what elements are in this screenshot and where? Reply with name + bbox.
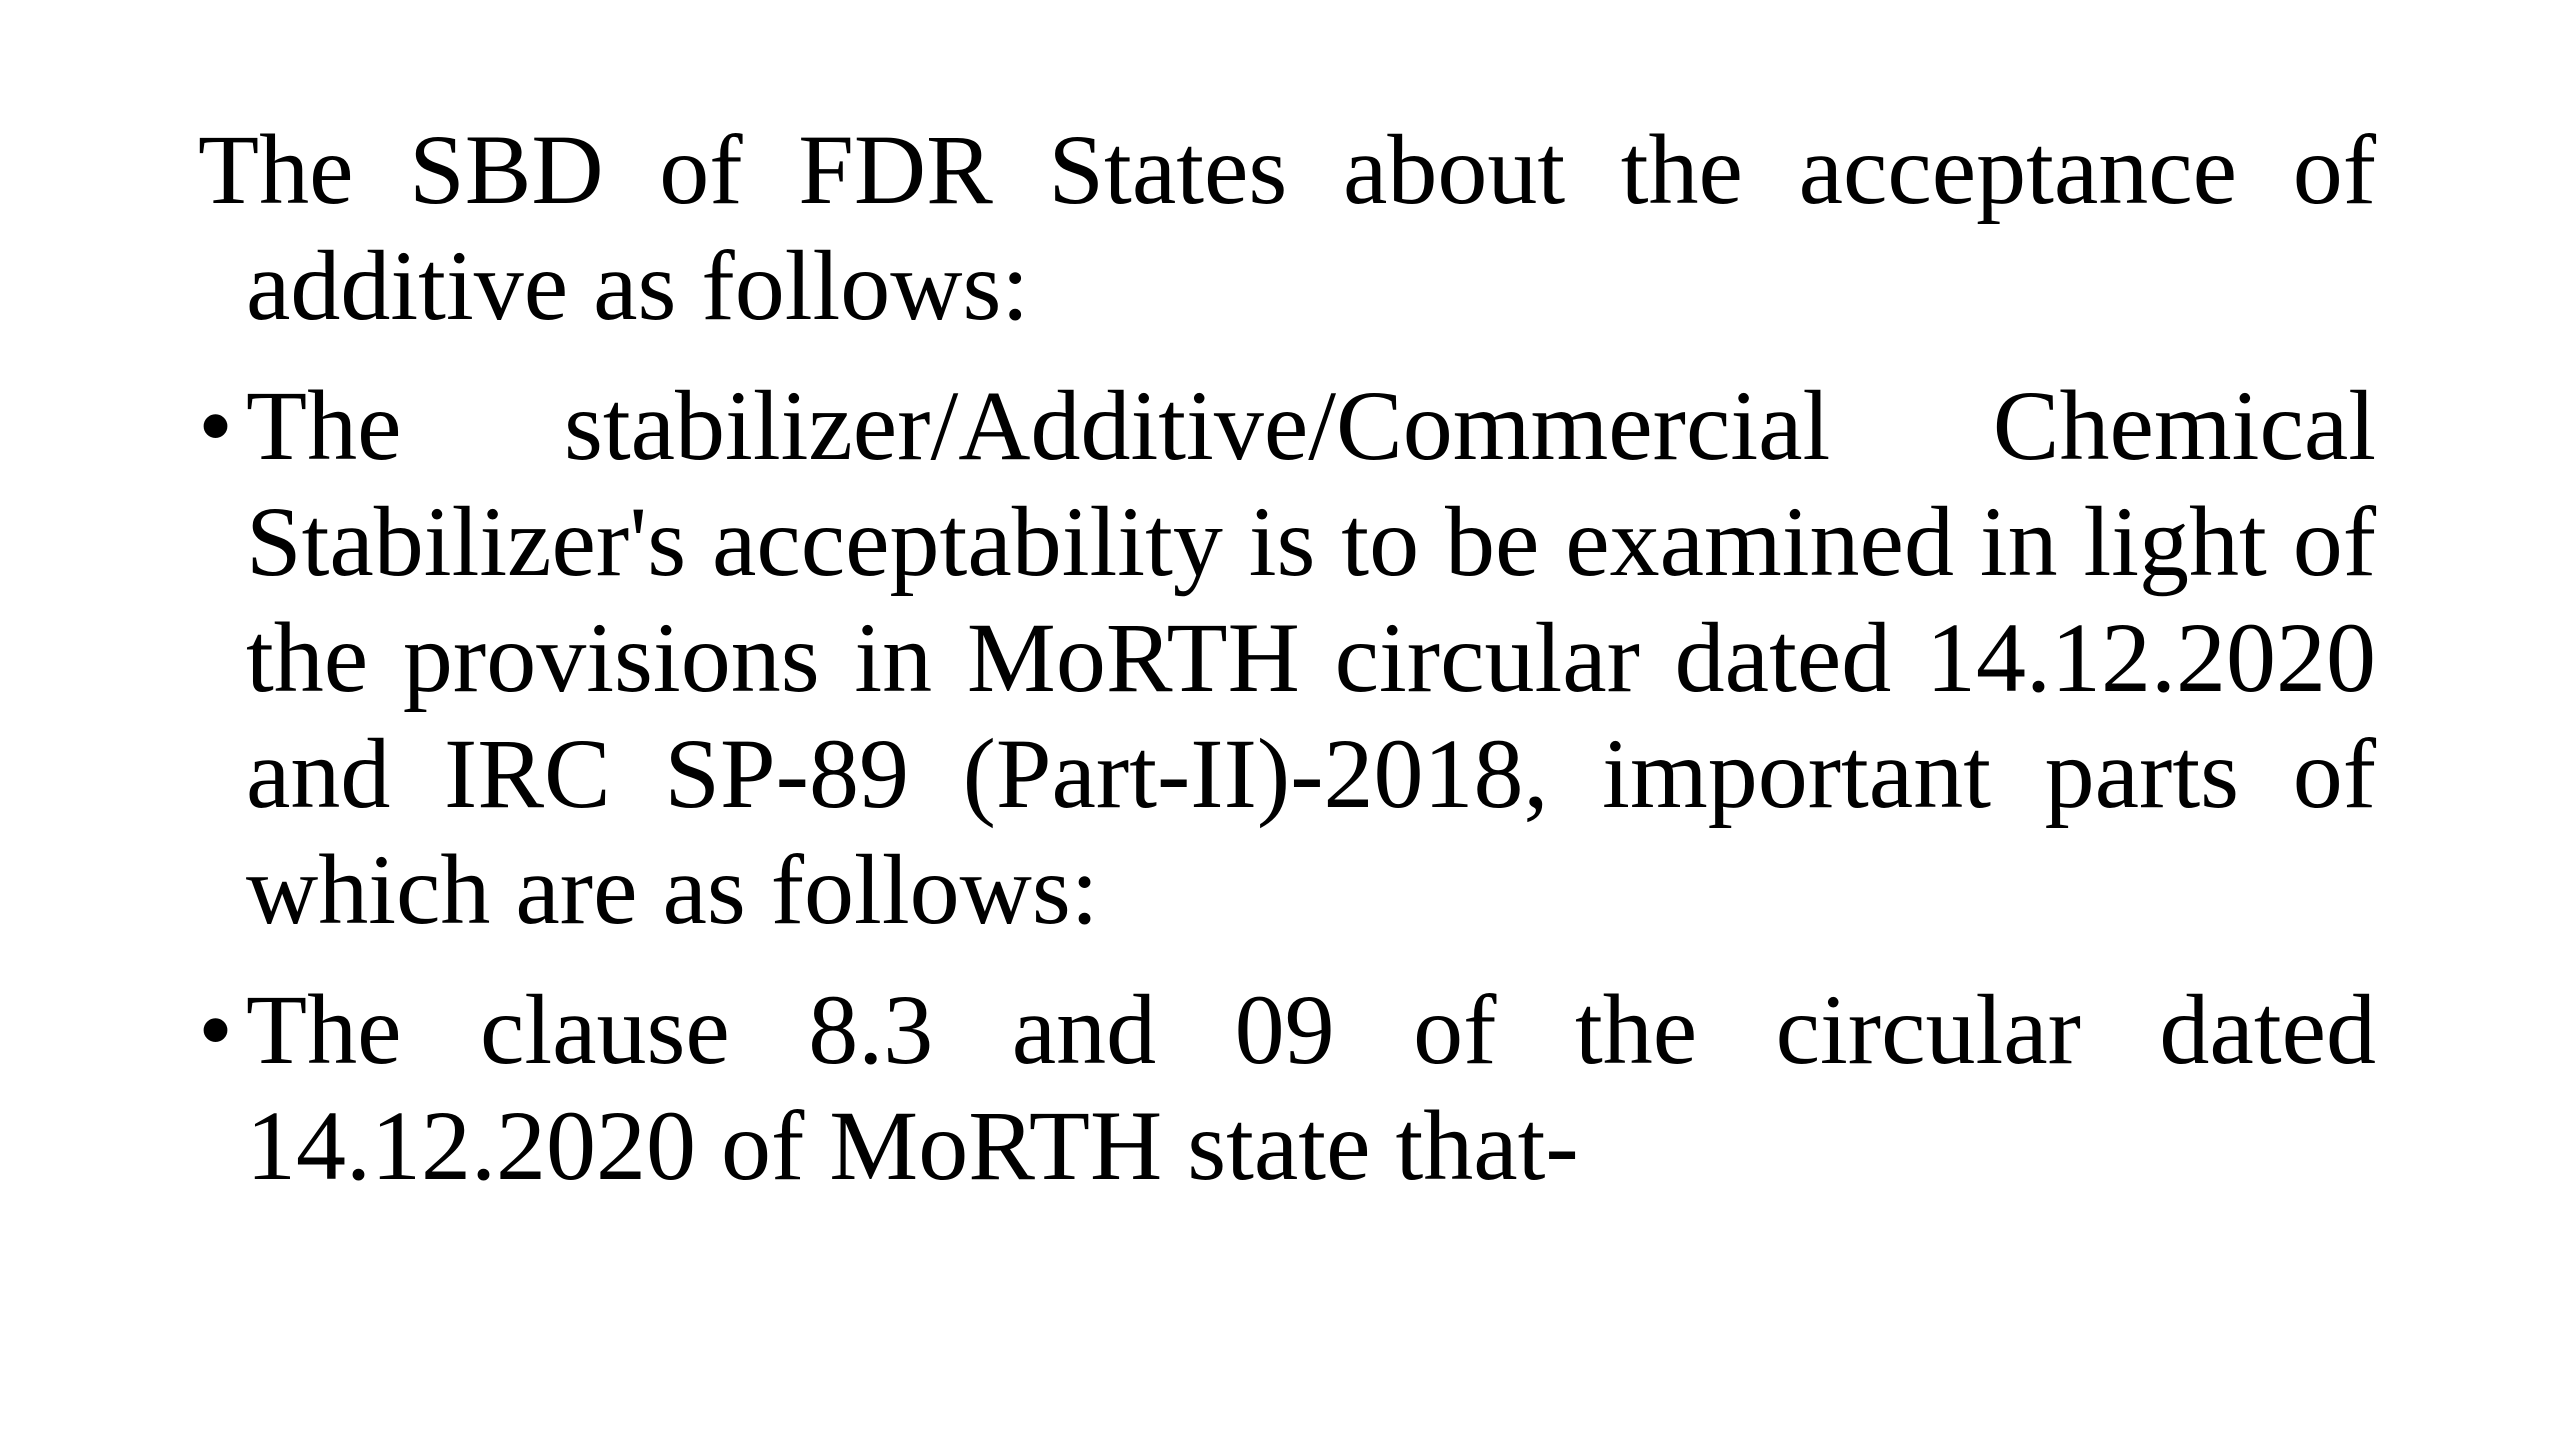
bullet-text-2: The clause 8.3 and 09 of the circular dated 14.12.2020 of MoRTH state that- bbox=[246, 974, 2376, 1201]
intro-paragraph: The SBD of FDR States about the acceptance of additive as follows: bbox=[198, 114, 2376, 341]
slide-content bbox=[198, 112, 2376, 1228]
bullet-icon: • bbox=[198, 974, 234, 1085]
bullet-item-2 bbox=[198, 972, 2376, 1204]
bullet-item-1 bbox=[198, 368, 2376, 948]
bullet-text-1: The stabilizer/Additive/Commercial Chemical Stabilizer's acceptability is to be examined in light of the provisions in MoRTH circular dated 14.12.2020 and IRC SP-89 (Part-II)-2018, important parts of which are as follows: bbox=[246, 370, 2376, 945]
bullet-icon: • bbox=[198, 370, 234, 481]
